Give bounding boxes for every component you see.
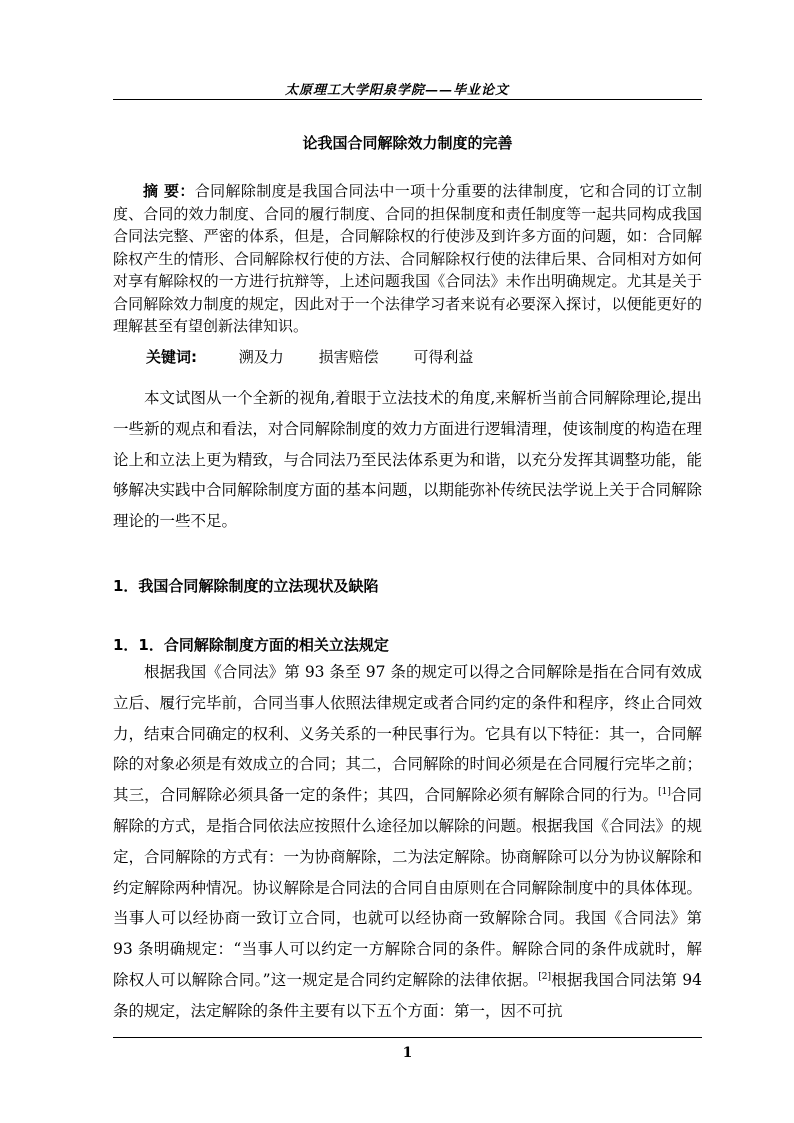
- page-number: 1: [402, 1045, 413, 1061]
- keywords-label: 关键词:: [146, 348, 197, 366]
- citation-ref: [2]: [538, 971, 551, 982]
- abstract-text: 合同解除制度是我国合同法中一项十分重要的法律制度，它和合同的订立制度、合同的效力制度、合同的履行制度、合同的担保制度和责任制度等一起共同构成我国合同法完整、严密的体系，但是，合同解除权的行使涉及到许多方面的问题，如：合同解除权产生的情形、合同解除权行使的方法、合同解除权行使的法律后果、合同相对方如何对享有解除权的一方进行抗辩等，上述问题我国《合同法》未作出明确规定。尤其是关于合同解除效力制度的规定，因此对于一个法律学习者来说有必要深入探讨，以便能更好的理解甚至有望创新法律知识。: [113, 182, 702, 335]
- paragraph-text: 根据我国合同法第 94 条的规定，法定解除的条件主要有以下五个方面：第一，因不可抗: [113, 970, 702, 1020]
- header-divider: [113, 99, 702, 100]
- subsection-heading: 1．1．合同解除制度方面的相关立法规定: [113, 636, 389, 654]
- abstract: [113, 180, 702, 338]
- keyword-item: 损害赔偿: [318, 348, 379, 366]
- running-header: 太原理工大学阳泉学院——毕业论文: [284, 83, 509, 98]
- paper-title: 论我国合同解除效力制度的完善: [302, 134, 513, 152]
- keyword-item: 溯及力: [238, 348, 284, 366]
- paragraph-text: 合同解除的方式，是指合同依法应按照什么途径加以解除的问题。根据我国《合同法》的规定，合同解除的方式有：一为协商解除，二为法定解除。协商解除可以分为协议解除和约定解除两种情况。协议解除是合同法的合同自由原则在合同解除制度中的具体体现。当事人可以经协商一致订立合同，也就可以经协商一致解除合同。我国《合同法》第 93 条明确规定：“当事人可以约定一方解除合同的条件。解除合同的条件成就时，解除权人可以解除合同。”这一规定是合同约定解除的法律依据。: [113, 786, 703, 989]
- body-paragraph: [113, 657, 702, 1027]
- citation-ref: [1]: [658, 787, 671, 798]
- keyword-item: 可得利益: [413, 348, 474, 366]
- paragraph-text: 根据我国《合同法》第 93 条至 97 条的规定可以得之合同解除是指在合同有效成立后、履行完毕前，合同当事人依照法律规定或者合同约定的条件和程序，终止合同效力，结束合同确定的权利、义务关系的一种民事行为。它具有以下特征：其一，合同解除的对象必须是有效成立的合同；其二，合同解除的时间必须是在合同履行完毕之前；其三，合同解除必须具备一定的条件；其四，合同解除必须有解除合同的行为。: [113, 663, 703, 805]
- keywords: [146, 346, 503, 367]
- footer-divider: [113, 1037, 702, 1038]
- section-heading: 1．我国合同解除制度的立法现状及缺陷: [113, 577, 379, 595]
- abstract-label: 摘 要：: [143, 182, 195, 200]
- intro-paragraph: 本文试图从一个全新的视角,着眼于立法技术的角度,来解析当前合同解除理论,提出一些新的观点和看法，对合同解除制度的效力方面进行逻辑清理，使该制度的构造在理论上和立法上更为精致，与合同法乃至民法体系更为和谐，以充分发挥其调整功能，能够解决实践中合同解除制度方面的基本问题，以期能弥补传统民法学说上关于合同解除理论的一些不足。: [113, 389, 703, 531]
